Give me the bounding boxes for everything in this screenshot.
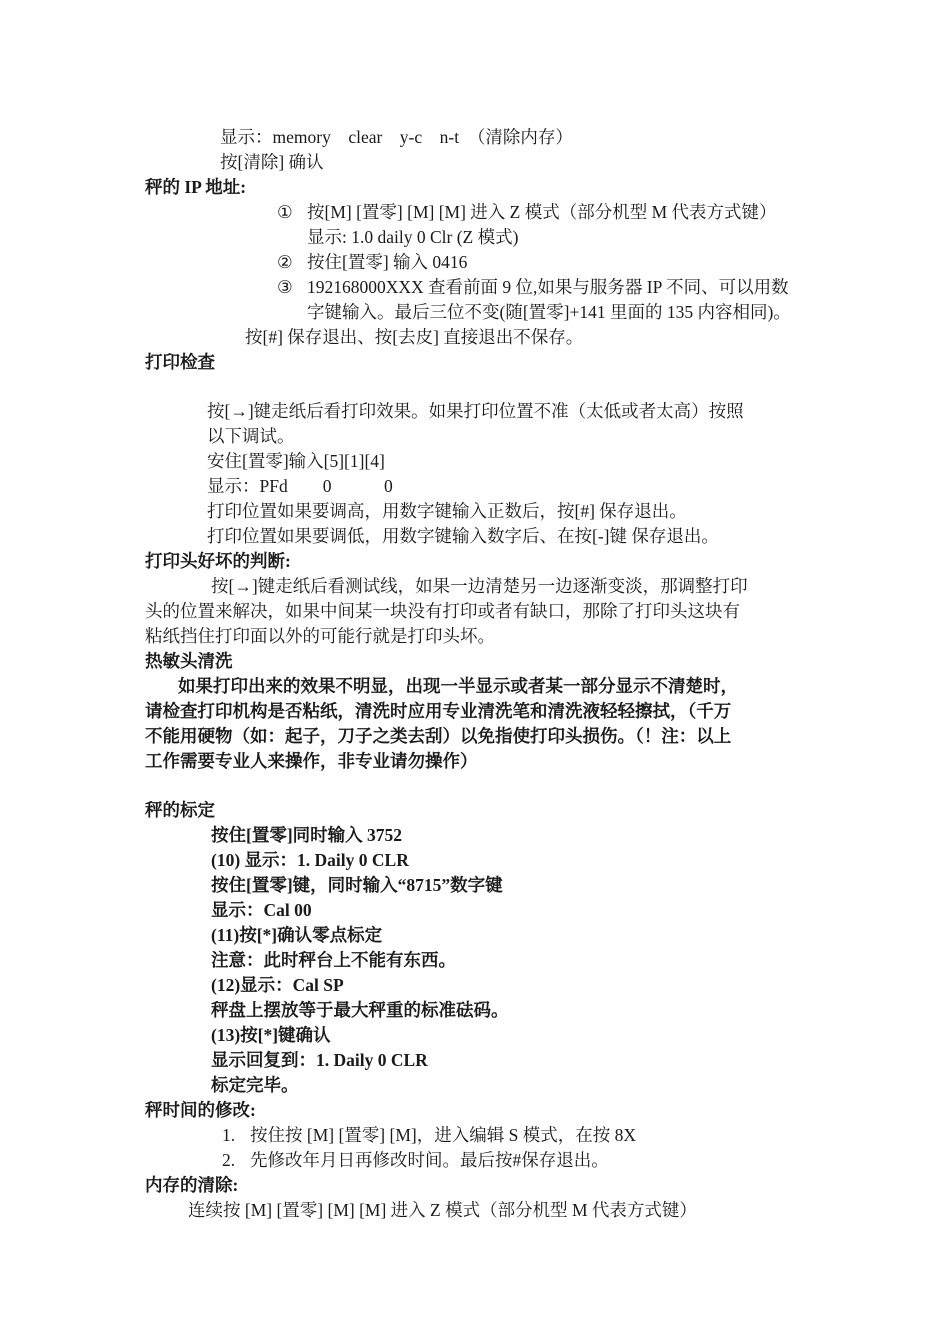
print-check-raise-line: 打印位置如果要调高，用数字键输入正数后，按[#] 保存退出。 [207, 501, 687, 521]
cleaning-line-3: 不能用硬物（如：起子，刀子之类去刮）以免指使打印头损伤。（！注：以上 [145, 726, 732, 746]
calibration-step-11: (11)按[*]确认零点标定 [211, 925, 383, 945]
calibration-restore-display: 显示回复到：1. Daily 0 CLR [211, 1050, 428, 1070]
ip-step-1-display-line: 显示: 1.0 daily 0 Clr (Z 模式) [307, 227, 519, 247]
calibration-step-input-8715: 按住[置零]键，同时输入“8715”数字键 [211, 875, 503, 895]
calibration-step-13: (13)按[*]键确认 [211, 1025, 331, 1045]
calibration-step-1: 按住[置零]同时输入 3752 [211, 825, 403, 845]
cleaning-line-1: 如果打印出来的效果不明显，出现一半显示或者某一部分显示不清楚时， [178, 676, 738, 696]
print-check-display-line: 显示：PFd 0 0 [207, 476, 393, 496]
section-heading-thermal-head-cleaning: 热敏头清洗 [145, 651, 233, 671]
memory-clear-display-line: 显示：memory clear y-c n-t （清除内存） [220, 127, 573, 147]
time-step-1: 按住按 [M] [置零] [M]，进入编辑 S 模式，在按 8X [250, 1125, 636, 1145]
printhead-line-2: 头的位置来解决，如果中间某一块没有打印或者有缺口，那除了打印头这块有 [145, 601, 740, 621]
calibration-weight-line: 秤盘上摆放等于最大秤重的标准砝码。 [211, 1000, 509, 1020]
calibration-done: 标定完毕。 [211, 1075, 299, 1095]
section-heading-scale-ip: 秤的 IP 地址: [145, 177, 247, 197]
section-heading-calibration: 秤的标定 [145, 800, 215, 820]
printhead-line-1: 按[→]键走纸后看测试线，如果一边清楚另一边逐渐变淡，那调整打印 [211, 576, 748, 596]
list-marker-3: ③ [277, 277, 293, 297]
print-check-line-3: 安住[置零]输入[5][1][4] [207, 451, 385, 471]
section-heading-printhead-judgement: 打印头好坏的判断: [145, 551, 291, 571]
memory-clear-confirm-line: 按[清除] 确认 [220, 152, 324, 172]
ip-step-1-line: 按[M] [置零] [M] [M] 进入 Z 模式（部分机型 M 代表方式键） [307, 202, 777, 222]
cleaning-line-4: 工作需要专业人来操作，非专业请勿操作） [145, 751, 478, 771]
section-heading-memory-clear: 内存的清除: [145, 1175, 239, 1195]
calibration-display-cal00: 显示：Cal 00 [211, 900, 312, 920]
list-marker-2: ② [277, 252, 293, 272]
calibration-step-12: (12)显示：Cal SP [211, 975, 344, 995]
ip-step-2-line: 按住[置零] 输入 0416 [307, 252, 468, 272]
ip-save-exit-line: 按[#] 保存退出、按[去皮] 直接退出不保存。 [245, 327, 584, 347]
print-check-line-1: 按[→]键走纸后看打印效果。如果打印位置不准（太低或者太高）按照 [207, 401, 744, 421]
calibration-step-10: (10) 显示：1. Daily 0 CLR [211, 850, 409, 870]
print-check-lower-line: 打印位置如果要调低，用数字键输入数字后、在按[-]键 保存退出。 [207, 526, 719, 546]
cleaning-line-2: 请检查打印机构是否粘纸，清洗时应用专业清洗笔和清洗液轻轻擦拭，（千万 [145, 701, 732, 721]
print-check-line-2: 以下调试。 [207, 426, 295, 446]
printhead-line-3: 粘纸挡住打印面以外的可能行就是打印头坏。 [145, 626, 495, 646]
list-marker-num-2: 2. [222, 1150, 236, 1170]
memory-clear-step-line: 连续按 [M] [置零] [M] [M] 进入 Z 模式（部分机型 M 代表方式键） [188, 1200, 697, 1220]
calibration-note: 注意：此时秤台上不能有东西。 [211, 950, 456, 970]
list-marker-num-1: 1. [222, 1125, 236, 1145]
list-marker-1: ① [277, 202, 293, 222]
time-step-2: 先修改年月日再修改时间。最后按#保存退出。 [250, 1150, 609, 1170]
section-heading-time-change: 秤时间的修改: [145, 1100, 256, 1120]
ip-step-3-line-b: 字键输入。最后三位不变(随[置零]+141 里面的 135 内容相同)。 [307, 302, 791, 322]
section-heading-print-check: 打印检查 [145, 352, 215, 372]
ip-step-3-line-a: 192168000XXX 查看前面 9 位,如果与服务器 IP 不同、可以用数 [307, 277, 789, 297]
